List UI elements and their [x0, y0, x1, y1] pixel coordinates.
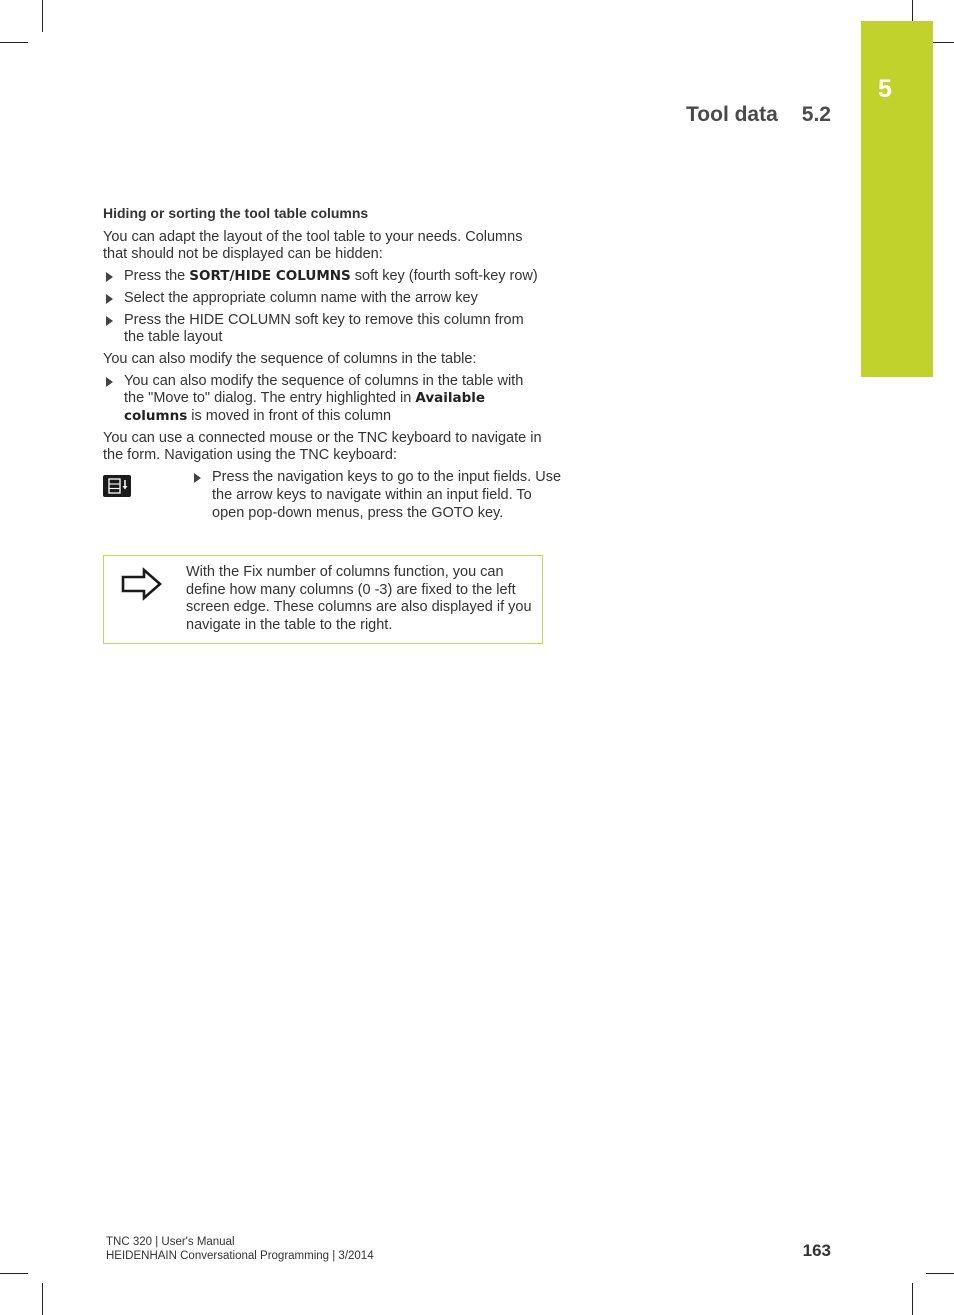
navigate-paragraph: You can use a connected mouse or the TNC keyboard to navigate in the form. Navigation using the TNC keyboard:	[103, 429, 542, 464]
sequence-paragraph: You can also modify the sequence of columns in the table:	[103, 350, 477, 367]
crop-mark	[0, 1273, 28, 1274]
dialog-entry-label: Available columns	[124, 390, 486, 425]
crop-mark	[42, 0, 43, 32]
main-content	[103, 205, 562, 549]
step-arrow-icon	[106, 316, 113, 326]
step-arrow-icon	[106, 377, 113, 387]
softkey-label: SORT/HIDE COLUMNS	[189, 268, 351, 285]
header-title: Tool data	[686, 103, 778, 126]
step-item: You can also modify the sequence of columns in the table with the "Move to" dialog. The entry highlighted in Available columns is moved in front of this column	[103, 373, 545, 426]
step-item: Select the appropriate column name with the arrow key	[103, 290, 545, 308]
intro-paragraph: You can adapt the layout of the tool table to your needs. Columns that should not be displayed can be hidden:	[103, 228, 523, 263]
note-box	[103, 555, 543, 644]
section-subheading: Hiding or sorting the tool table columns	[103, 205, 369, 221]
chapter-tab	[861, 21, 933, 377]
note-text: With the Fix number of columns function, you can define how many columns (0 -3) are fixed to the left screen edge. These columns are also displayed if you navigate in the table to the right.	[186, 564, 532, 634]
header-section: 5.2	[801, 103, 831, 126]
footer-line-2: HEIDENHAIN Conversational Programming | 3/2014	[106, 1250, 374, 1262]
crop-mark	[926, 1273, 954, 1274]
step-arrow-icon	[106, 294, 113, 304]
arrow-right-icon	[120, 567, 164, 601]
crop-mark	[0, 42, 28, 43]
running-header	[600, 103, 831, 127]
navigation-key-icon	[103, 475, 131, 497]
step-arrow-icon	[106, 272, 113, 282]
step-item: Press the HIDE COLUMN soft key to remove this column from the table layout	[103, 312, 545, 347]
key-instruction	[103, 469, 562, 549]
crop-mark	[912, 1283, 913, 1315]
step-item: Press the SORT/HIDE COLUMNS soft key (fourth soft-key row)	[103, 268, 545, 286]
page-footer	[106, 1235, 374, 1263]
chapter-number: 5	[878, 75, 892, 103]
footer-line-1: TNC 320 | User's Manual	[106, 1236, 235, 1248]
step-item: Press the navigation keys to go to the input fields. Use the arrow keys to navigate within an input field. To open pop-down menus, press the GOTO key.	[191, 469, 566, 522]
step-arrow-icon	[194, 473, 201, 483]
page-number: 163	[802, 1241, 831, 1260]
crop-mark	[42, 1283, 43, 1315]
